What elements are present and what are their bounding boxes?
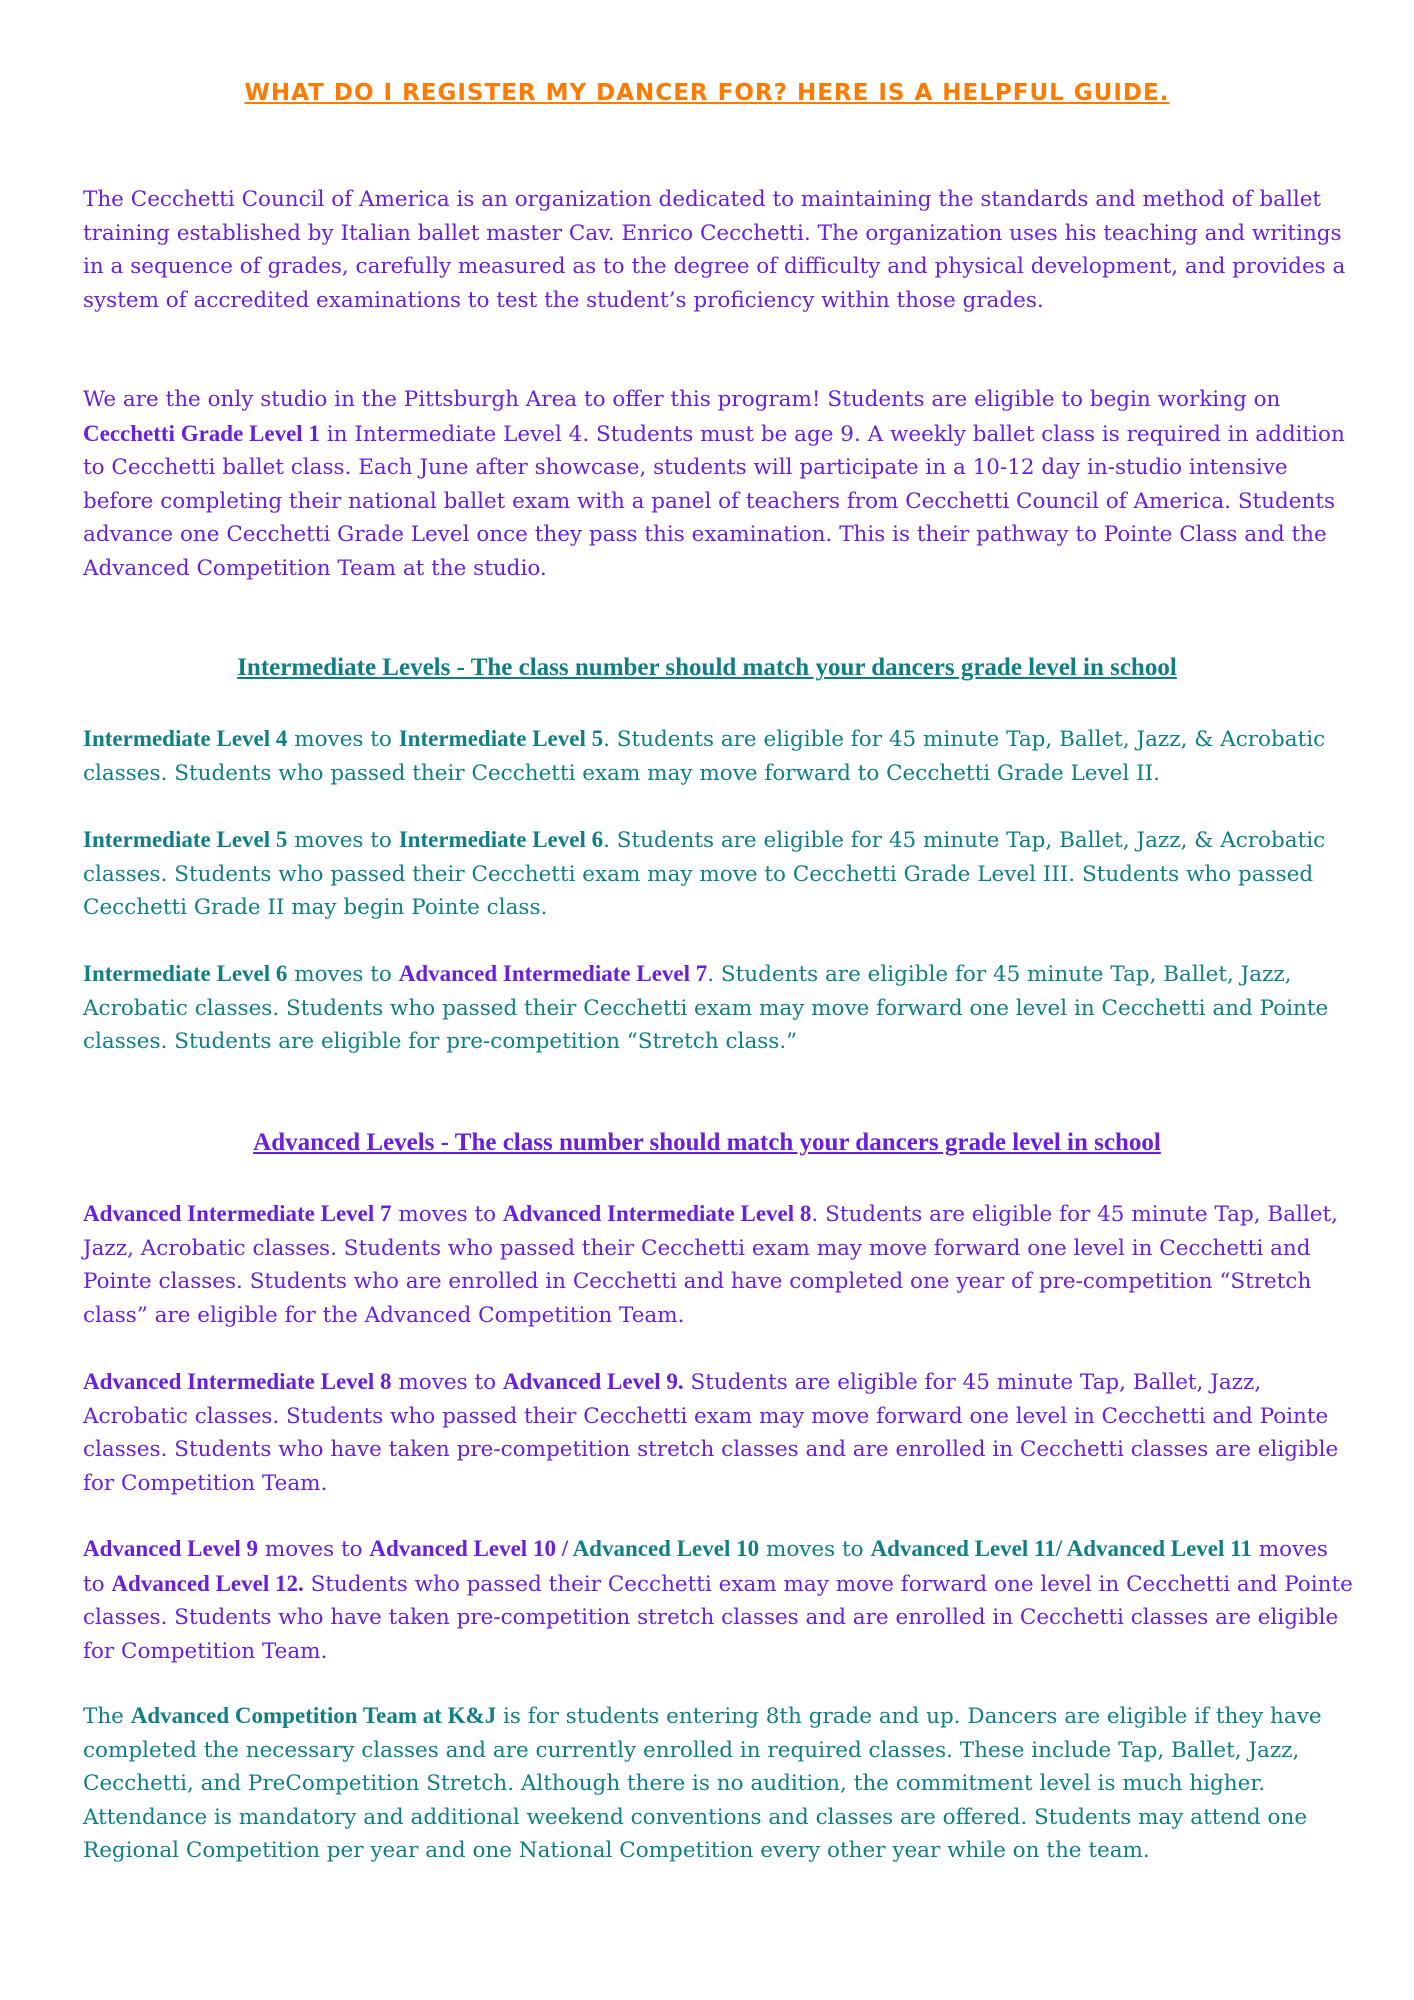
- item-description: . Students are eligible for 45 minute Tap, Ballet, Jazz, Acrobatic classes. Students who passed their Cecchetti exam may move forward one level in Cecchetti and Pointe classes. Students who are enrolled in Cecchetti and have completed one year of pre-competition “Stretch class” are eligible for the Advanced Competition Team.: [83, 1202, 1338, 1328]
- moves-to-text: moves to: [258, 1537, 370, 1562]
- moves-to-text: moves to: [287, 962, 399, 987]
- item-description: . Students are eligible for 45 minute Tap, Ballet, Jazz, & Acrobatic classes. Students who passed their Cecchetti exam may move forward to Cecchetti Grade Level II.: [83, 727, 1326, 786]
- intermediate-item: [83, 722, 1353, 790]
- level-from: Intermediate Level 4: [83, 726, 288, 751]
- level-to: Intermediate Level 5: [398, 726, 604, 751]
- team-text-b: is for students entering 8th grade and up. Dancers are eligible if they have completed the necessary classes and are currently enrolled in required classes. These include Tap, Ballet, Jazz, Cecchetti, and PreCompetition Stretch. Although there is no audition, the commitment level is much higher. Attendance is mandatory and additional weekend conventions and classes are offered. Students may attend one Regional Competition per year and one National Competition every other year while on the team.: [83, 1704, 1322, 1863]
- level-advanced-10: Advanced Level 10 /: [369, 1536, 573, 1561]
- intermediate-heading: Intermediate Levels - The class number should match your dancers grade level in school: [237, 654, 1177, 681]
- intermediate-item: [83, 957, 1353, 1059]
- intro-paragraph-2: [83, 383, 1353, 585]
- level-to: Intermediate Level 6: [398, 827, 604, 852]
- advanced-item-last: [83, 1532, 1353, 1668]
- moves-to-text: moves to: [287, 727, 399, 752]
- intro-bold-cecchetti-grade: Cecchetti Grade Level 1: [83, 420, 320, 446]
- moves-to-text: moves to: [391, 1202, 503, 1227]
- level-to: Advanced Intermediate Level 8: [502, 1201, 812, 1226]
- level-advanced-9: Advanced Level 9: [83, 1536, 259, 1561]
- level-advanced-10-teal: Advanced Level 10: [572, 1536, 760, 1561]
- advanced-heading: Advanced Levels - The class number should match your dancers grade level in school: [253, 1129, 1161, 1156]
- level-advanced-11: Advanced Level 11/ Advanced Level 11: [870, 1536, 1252, 1561]
- team-text-a: The: [83, 1704, 131, 1729]
- moves-to-text: moves to: [759, 1537, 871, 1562]
- item-description: . Students are eligible for 45 minute Tap, Ballet, Jazz, Acrobatic classes. Students who passed their Cecchetti exam may move forward one level in Cecchetti and Pointe classes. Students are eligible for pre-competition “Stretch class.”: [83, 962, 1329, 1054]
- intermediate-item: [83, 823, 1353, 925]
- level-to: Advanced Level 9.: [502, 1369, 684, 1394]
- intro-text-a: We are the only studio in the Pittsburgh Area to offer this program! Students are eligible to begin working on: [83, 387, 1281, 412]
- advanced-item: [83, 1365, 1353, 1500]
- moves-to-text: moves to: [391, 1370, 503, 1395]
- level-from: Intermediate Level 5: [83, 827, 288, 852]
- team-bold: Advanced Competition Team at K&J: [130, 1703, 497, 1728]
- level-from: Advanced Intermediate Level 7: [83, 1201, 392, 1226]
- level-to: Advanced Intermediate Level 7: [398, 961, 708, 986]
- level-from: Intermediate Level 6: [83, 961, 288, 986]
- competition-team-paragraph: [83, 1699, 1353, 1868]
- advanced-item: [83, 1197, 1353, 1332]
- item-description: Students who passed their Cecchetti exam may move forward one level in Cecchetti and Pointe classes. Students who have taken pre-competition stretch classes and are enrolled in Cecchetti classes are eligible for Competition Team.: [83, 1571, 1353, 1664]
- level-from: Advanced Intermediate Level 8: [83, 1369, 392, 1394]
- item-description: Students are eligible for 45 minute Tap, Ballet, Jazz, Acrobatic classes. Students who passed their Cecchetti exam may move forward one level in Cecchetti and Pointe classes. Students who have taken pre-competition stretch classes and are enrolled in Cecchetti classes are eligible for Competition Team.: [83, 1370, 1339, 1496]
- item-description: . Students are eligible for 45 minute Tap, Ballet, Jazz, & Acrobatic classes. Students who passed their Cecchetti exam may move to Cecchetti Grade Level III. Students who passed Cecchetti Grade II may begin Pointe class.: [83, 828, 1326, 920]
- intro-paragraph-1: The Cecchetti Council of America is an organization dedicated to maintaining the standards and method of ballet training established by Italian ballet master Cav. Enrico Cecchetti. The organization uses his teaching and writings in a sequence of grades, carefully measured as to the degree of difficulty and physical development, and provides a system of accredited examinations to test the student’s proficiency within those grades.: [83, 187, 1346, 313]
- moves-to-text: moves to: [287, 828, 399, 853]
- page-title: WHAT DO I REGISTER MY DANCER FOR? HERE IS A HELPFUL GUIDE.: [244, 80, 1170, 106]
- moves-to-text: moves to: [83, 1537, 1328, 1597]
- intro-text-b: in Intermediate Level 4. Students must be age 9. A weekly ballet class is required in addition to Cecchetti ballet class. Each June after showcase, students will participate in a 10-12 day in-studio intensive before completing their national ballet exam with a panel of teachers from Cecchetti Council of America. Students advance one Cecchetti Grade Level once they pass this examination. This is their pathway to Pointe Class and the Advanced Competition Team at the studio.: [83, 421, 1345, 581]
- level-advanced-12: Advanced Level 12.: [111, 1570, 304, 1596]
